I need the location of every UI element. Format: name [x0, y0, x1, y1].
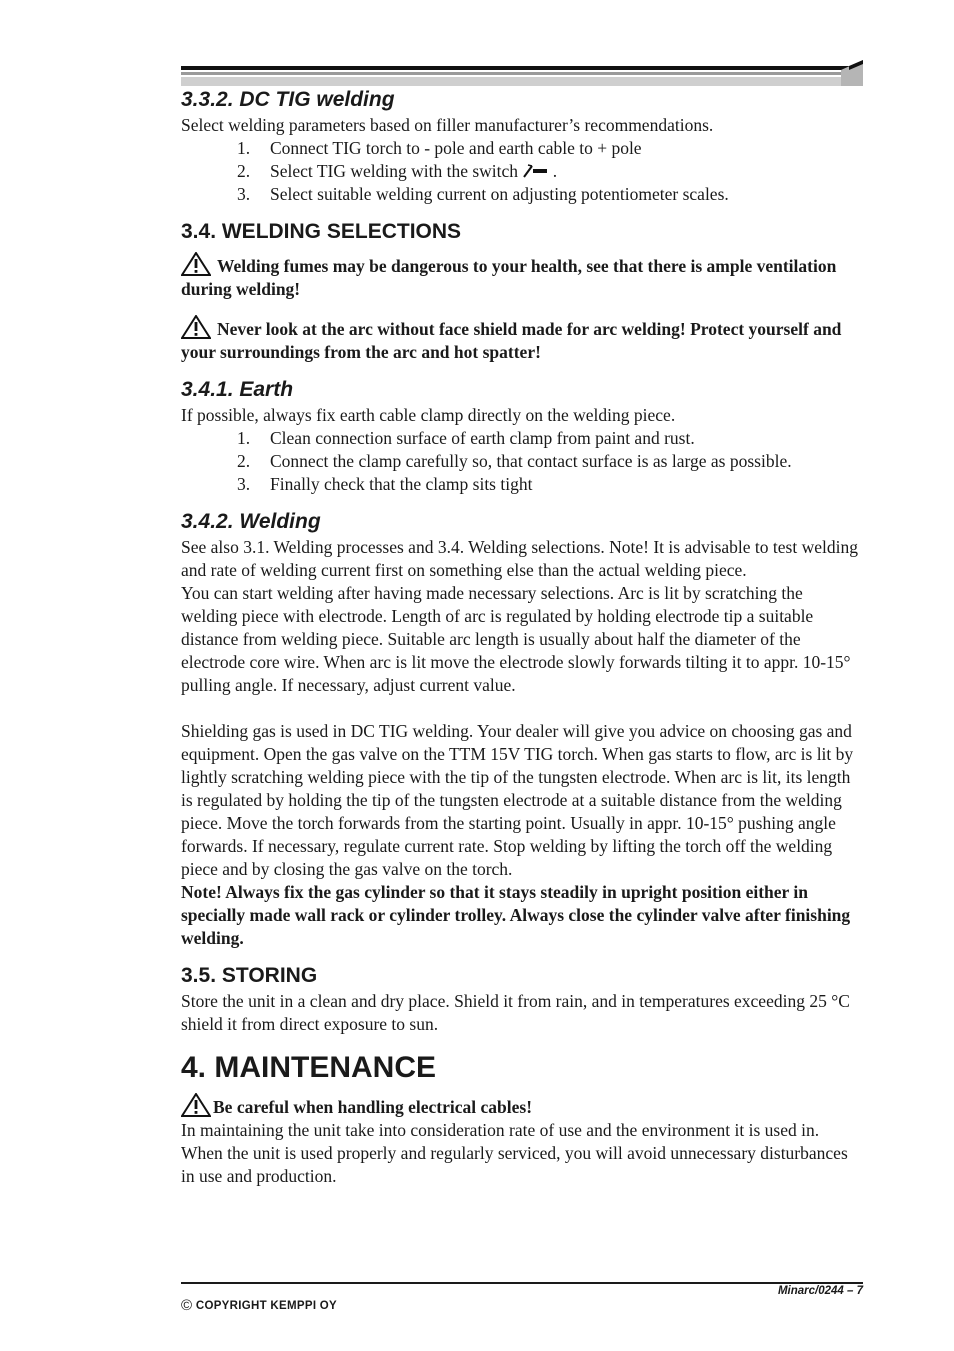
step-number: 2. — [237, 161, 251, 181]
heading-3-4-1: 3.4.1. Earth — [181, 378, 294, 401]
step-number: 1. — [237, 138, 251, 158]
step-number: 2. — [237, 451, 251, 471]
tig-torch-switch-icon — [522, 163, 548, 179]
warning-triangle-icon — [181, 315, 211, 339]
maintenance-text: In maintaining the unit take into consideration rate of use and the environment it is used in. When the unit is used properly and regularly serviced, you will avoid unnecessary disturbances in use and production. — [181, 1120, 848, 1186]
heading-3-4-2: 3.4.2. Welding — [181, 510, 321, 533]
step-text: Finally check that the clamp sits tight — [270, 474, 533, 494]
warning-triangle-icon — [181, 252, 211, 276]
heading-4-maintenance: 4. MAINTENANCE — [181, 1051, 437, 1084]
warning-fumes — [181, 252, 863, 301]
welding-para-2: You can start welding after having made necessary selections. Arc is lit by scratching the welding piece with electrode. Length of arc is regulated by holding electrode tip a suitable distance from welding piece. Suitable arc length is usually about half the diameter of the electrode core wire. When arc is lit move the electrode slowly forwards tilting it to appr. 10-15° pulling angle. If necessary, adjust current value. — [181, 583, 851, 695]
copyright-notice — [181, 1297, 337, 1314]
copyright-symbol: © — [181, 1297, 193, 1314]
heading-3-5: 3.5. STORING — [181, 964, 318, 987]
warning-cables-text: Be careful when handling electrical cables! — [213, 1097, 533, 1117]
heading-3-4: 3.4. WELDING SELECTIONS — [181, 220, 462, 243]
warning-fumes-text: Welding fumes may be dangerous to your health, see that there is ample ventilation during welding! — [181, 256, 837, 299]
header-rule — [181, 58, 863, 88]
dc-tig-intro: Select welding parameters based on filler manufacturer’s recommendations. — [181, 115, 714, 135]
list-item — [181, 450, 863, 473]
warning-arc-text: Never look at the arc without face shield made for arc welding! Protect yourself and your surroundings from the arc and hot spatter! — [181, 319, 842, 362]
step-text: Clean connection surface of earth clamp from paint and rust. — [270, 428, 695, 448]
warning-triangle-icon — [181, 1093, 211, 1117]
dc-tig-steps — [181, 137, 863, 206]
storing-text: Store the unit in a clean and dry place. Shield it from rain, and in temperatures exceeding 25 °C shield it from direct exposure to sun. — [181, 991, 850, 1034]
heading-3-3-2: 3.3.2. DC TIG welding — [181, 88, 395, 111]
welding-para-1: See also 3.1. Welding processes and 3.4. Welding selections. Note! It is advisable to test welding and rate of welding current first on something else than the actual welding piece. — [181, 537, 858, 580]
step-number: 3. — [237, 474, 251, 494]
step-text: Select TIG welding with the switch — [270, 161, 519, 181]
list-item — [181, 160, 863, 183]
warning-arc — [181, 315, 863, 364]
document-reference: Minarc/0244 – 7 — [777, 1285, 863, 1297]
step-text: Connect TIG torch to - pole and earth cable to + pole — [270, 138, 642, 158]
step-number: 3. — [237, 184, 251, 204]
list-item — [181, 137, 863, 160]
copyright-text: COPYRIGHT KEMPPI OY — [195, 1300, 338, 1312]
earth-intro: If possible, always fix earth cable clamp directly on the welding piece. — [181, 405, 676, 425]
step-number: 1. — [237, 428, 251, 448]
list-item — [181, 183, 863, 206]
list-item — [181, 473, 863, 496]
gas-cylinder-note: Note! Always fix the gas cylinder so that it stays steadily in upright position either in specially made wall rack or cylinder trolley. Always close the cylinder valve after finishing welding. — [181, 882, 851, 948]
step-suffix: . — [548, 161, 558, 181]
step-text: Select suitable welding current on adjusting potentiometer scales. — [270, 184, 729, 204]
welding-para-3: Shielding gas is used in DC TIG welding. Your dealer will give you advice on choosing gas and equipment. Open the gas valve on the TTM 15V TIG torch. When gas starts to flow, arc is lit by lightly scratching welding piece with the tip of the tungsten electrode. When arc is lit, its length is regulated by holding the tip of the tungsten electrode at a suitable distance from the welding piece. Move the torch forwards from the starting point. Usually in appr. 10-15° pushing angle forwards. If necessary, regulate current rate. Stop welding by lifting the torch off the welding piece and by closing the gas valve on the torch. — [181, 721, 854, 879]
step-text: Connect the clamp carefully so, that contact surface is as large as possible. — [270, 451, 792, 471]
earth-steps — [181, 427, 863, 496]
list-item — [181, 427, 863, 450]
footer-rule — [181, 1282, 863, 1284]
warning-cables — [181, 1093, 863, 1119]
page-content — [181, 86, 863, 1188]
